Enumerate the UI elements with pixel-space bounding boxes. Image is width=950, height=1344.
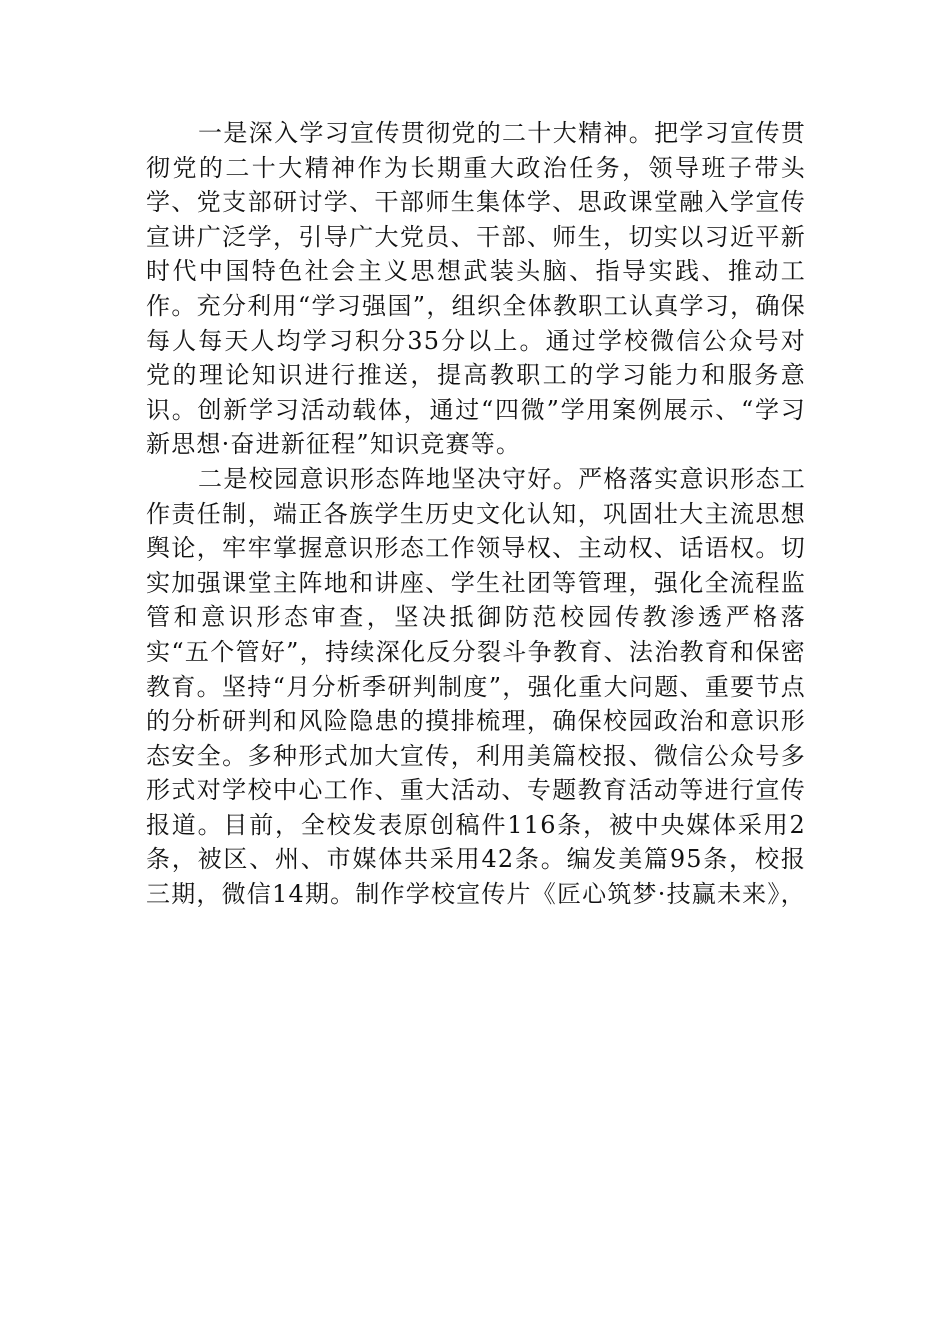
document-body — [146, 116, 806, 912]
paragraph-campus-ideology: 二是校园意识形态阵地坚决守好。严格落实意识形态工作责任制，端正各族学生历史文化认知，巩固壮大主流思想舆论，牢牢掌握意识形态工作领导权、主动权、话语权。切实加强课堂主阵地和讲座、学生社团等管理，强化全流程监管和意识形态审查，坚决抵御防范校园传教渗透严格落实“五个管好”，持续深化反分裂斗争教育、法治教育和保密教育。坚持“月分析季研判制度”，强化重大问题、重要节点的分析研判和风险隐患的摸排梳理，确保校园政治和意识形态安全。多种形式加大宣传，利用美篇校报、微信公众号多形式对学校中心工作、重大活动、专题教育活动等进行宣传报道。目前，全校发表原创稿件116条，被中央媒体采用2条，被区、州、市媒体共采用42条。编发美篇95条，校报三期，微信14期。制作学校宣传片《匠心筑梦·技赢未来》， — [146, 464, 806, 909]
paragraph-study-party-congress: 一是深入学习宣传贯彻党的二十大精神。把学习宣传贯彻党的二十大精神作为长期重大政治任务，领导班子带头学、党支部研讨学、干部师生集体学、思政课堂融入学宣传宣讲广泛学，引导广大党员、干部、师生，切实以习近平新时代中国特色社会主义思想武装头脑、指导实践、推动工作。充分利用“学习强国”，组织全体教职工认真学习，确保每人每天人均学习积分35分以上。通过学校微信公众号对党的理论知识进行推送，提高教职工的学习能力和服务意识。创新学习活动载体，通过“四微”学用案例展示、“学习新思想·奋进新征程”知识竞赛等。 — [146, 119, 806, 459]
